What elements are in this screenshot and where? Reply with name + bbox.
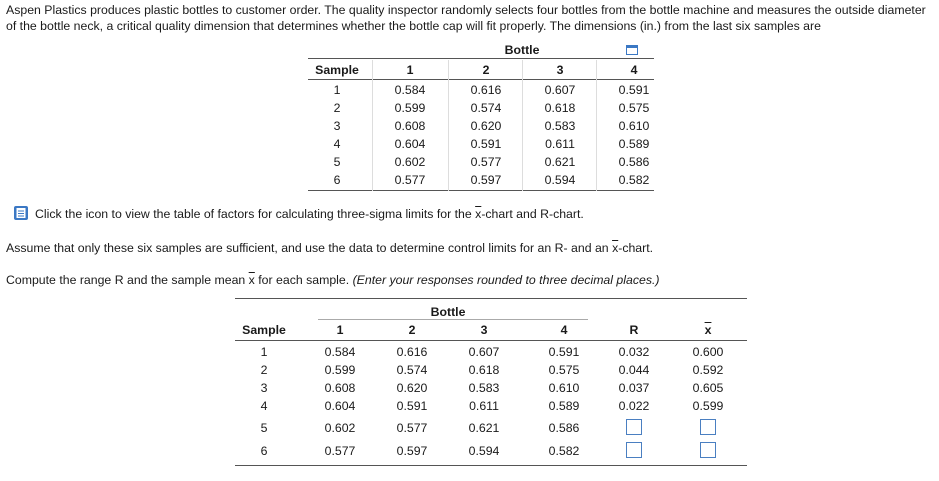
col-header-sample: Sample <box>315 63 359 77</box>
bottle-value: 0.616 <box>396 345 428 359</box>
col-header-bottle-4: 4 <box>560 323 568 337</box>
bottle-value: 0.594 <box>544 173 576 187</box>
col-header-bottle-3: 3 <box>556 63 564 77</box>
bottle-value: 0.597 <box>470 173 502 187</box>
sample-number: 5 <box>333 155 341 169</box>
bottle-value: 0.583 <box>468 381 500 395</box>
range-input-sample-5[interactable] <box>626 419 642 435</box>
bottle-value: 0.591 <box>396 399 428 413</box>
bottle-value: 0.607 <box>468 345 500 359</box>
sample-number: 3 <box>333 119 341 133</box>
bottle-value: 0.611 <box>469 399 499 413</box>
bottle-value: 0.577 <box>394 173 426 187</box>
problem-intro: Aspen Plastics produces plastic bottles to customer order. The quality inspector randomly selects four bottles from the bottle machine and measures the outside diameter of the bottle neck, a critical quality dimension that determines whether the bottle cap will fit properly. The dimensions (in.) from the last six samples are <box>6 3 926 33</box>
bottle-value: 0.608 <box>324 381 356 395</box>
bottle-value: 0.574 <box>396 363 428 377</box>
range-input-sample-6[interactable] <box>626 442 642 458</box>
bottle-value: 0.586 <box>618 155 650 169</box>
x-bar-symbol: $\overline{x}$ <box>475 207 482 221</box>
sample-number: 6 <box>260 444 268 458</box>
assume-suffix: -chart. <box>618 241 654 255</box>
bottle-value: 0.621 <box>468 421 500 435</box>
col-header-bottle-3: 3 <box>480 323 488 337</box>
bottle-value: 0.589 <box>548 399 580 413</box>
bottle-value: 0.589 <box>618 137 650 151</box>
sample-number: 5 <box>260 421 268 435</box>
bottle-value: 0.621 <box>544 155 576 169</box>
assume-text <box>6 240 653 256</box>
bottle-value: 0.582 <box>548 444 580 458</box>
copy-icon[interactable] <box>626 45 638 55</box>
assume-prefix: Assume that only these six samples are sufficient, and use the data to determine control limits for an R- and an <box>6 241 613 255</box>
range-value: 0.032 <box>618 345 650 359</box>
mean-value: 0.600 <box>692 345 724 359</box>
bottle-value: 0.610 <box>618 119 650 133</box>
compute-text <box>6 272 659 288</box>
mean-input-sample-6[interactable] <box>700 442 716 458</box>
bottle-value: 0.575 <box>618 101 650 115</box>
bottle-value: 0.594 <box>468 444 500 458</box>
bottle-value: 0.602 <box>324 421 356 435</box>
bottle-value: 0.620 <box>396 381 428 395</box>
bottle-value: 0.599 <box>324 363 356 377</box>
bottle-group-header: Bottle <box>430 305 466 319</box>
sample-number: 2 <box>260 363 268 377</box>
bottle-group-header: Bottle <box>504 43 540 57</box>
bottle-value: 0.591 <box>470 137 502 151</box>
col-header-bottle-1: 1 <box>336 323 344 337</box>
bottle-value: 0.610 <box>548 381 580 395</box>
bottle-value: 0.591 <box>548 345 580 359</box>
mean-value: 0.605 <box>692 381 724 395</box>
bottle-value: 0.584 <box>394 83 426 97</box>
col-header-bottle-2: 2 <box>408 323 416 337</box>
bottle-value: 0.597 <box>396 444 428 458</box>
bottle-value: 0.582 <box>618 173 650 187</box>
bottle-value: 0.616 <box>470 83 502 97</box>
bottle-value: 0.604 <box>324 399 356 413</box>
bottle-value: 0.607 <box>544 83 576 97</box>
bottle-value: 0.611 <box>545 137 575 151</box>
range-value: 0.037 <box>618 381 650 395</box>
compute-for: for each sample. <box>254 273 353 287</box>
x-bar-symbol: $\overline{x}$ <box>612 241 619 255</box>
bottle-value: 0.591 <box>618 83 650 97</box>
icon-link-prefix: Click the icon to view the table of factors for calculating three-sigma limits for the <box>35 207 476 221</box>
compute-instruction: (Enter your responses rounded to three decimal places.) <box>352 273 660 287</box>
range-value: 0.022 <box>618 399 650 413</box>
bottle-value: 0.618 <box>468 363 500 377</box>
col-header-sample: Sample <box>242 323 286 337</box>
x-bar-symbol: $\overline{x}$ <box>704 323 712 337</box>
bottle-value: 0.577 <box>470 155 502 169</box>
bottle-value: 0.583 <box>544 119 576 133</box>
bottle-value: 0.577 <box>324 444 356 458</box>
bottle-value: 0.584 <box>324 345 356 359</box>
range-value: 0.044 <box>618 363 650 377</box>
col-header-bottle-1: 1 <box>406 63 414 77</box>
sample-number: 4 <box>260 399 268 413</box>
compute-prefix: Compute the range R and the sample mean <box>6 273 249 287</box>
bottle-value: 0.620 <box>470 119 502 133</box>
bottle-value: 0.599 <box>394 101 426 115</box>
mean-input-sample-5[interactable] <box>700 419 716 435</box>
bottle-value: 0.575 <box>548 363 580 377</box>
icon-link-text[interactable] <box>35 206 584 222</box>
sample-number: 1 <box>333 83 341 97</box>
bottle-value: 0.618 <box>544 101 576 115</box>
sample-number: 6 <box>333 173 341 187</box>
col-header-bottle-4: 4 <box>630 63 638 77</box>
sample-number: 2 <box>333 101 341 115</box>
col-header-range: R <box>629 323 639 337</box>
icon-link-suffix: -chart and R-chart. <box>481 207 584 221</box>
sample-number: 4 <box>333 137 341 151</box>
mean-value: 0.599 <box>692 399 724 413</box>
bottle-value: 0.608 <box>394 119 426 133</box>
book-icon[interactable] <box>13 205 29 221</box>
col-header-mean <box>670 322 746 338</box>
sample-number: 1 <box>260 345 268 359</box>
col-header-bottle-2: 2 <box>482 63 490 77</box>
bottle-value: 0.577 <box>396 421 428 435</box>
sample-number: 3 <box>260 381 268 395</box>
bottle-value: 0.574 <box>470 101 502 115</box>
bottle-value: 0.602 <box>394 155 426 169</box>
mean-value: 0.592 <box>692 363 724 377</box>
bottle-value: 0.586 <box>548 421 580 435</box>
bottle-value: 0.604 <box>394 137 426 151</box>
x-bar-symbol: $\overline{x}$ <box>248 273 255 287</box>
